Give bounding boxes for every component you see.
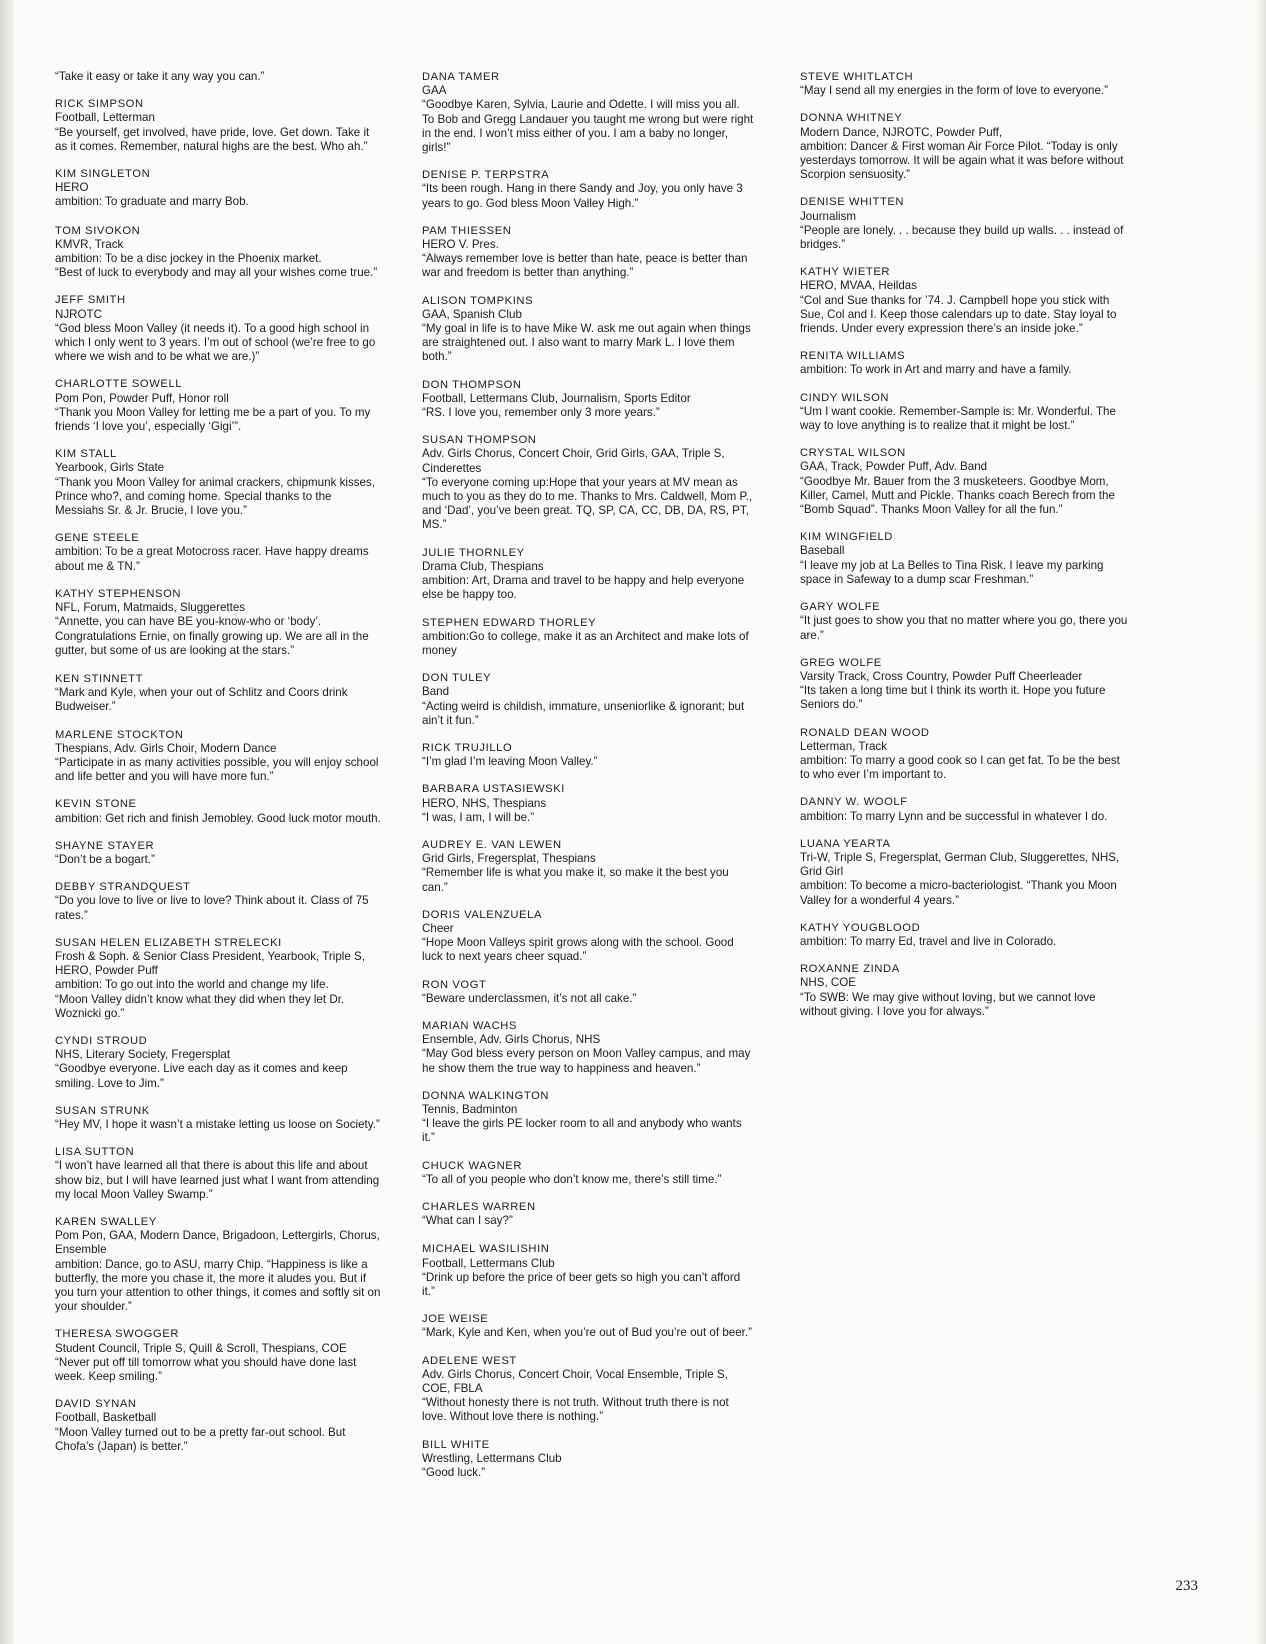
entry-text: HERO, MVAA, Heildas bbox=[800, 279, 918, 293]
senior-entry bbox=[422, 908, 754, 965]
entry-text: “My goal in life is to have Mike W. ask me out again when things are straightened out. I also want to marry Mark L. I love them both.” bbox=[422, 322, 751, 364]
senior-entry bbox=[422, 671, 754, 728]
entry-text: “May I send all my energies in the form of love to everyone.” bbox=[800, 84, 1109, 98]
entry-text: “People are lonely. . . because they build up walls. . . instead of bridges.” bbox=[800, 223, 1124, 252]
senior-name: KATHY WIETER bbox=[800, 266, 891, 279]
senior-entry bbox=[55, 167, 383, 210]
entry-text: “Without honesty there is not truth. Without truth there is not love. Without love there is nothing.” bbox=[422, 1396, 729, 1424]
senior-entry bbox=[800, 530, 1130, 587]
senior-entry bbox=[422, 978, 754, 1006]
entry-text: GAA, Spanish Club bbox=[422, 307, 522, 321]
senior-entry bbox=[55, 531, 383, 574]
entry-text: Football, Lettermans Club bbox=[422, 1256, 555, 1270]
page-right-edge bbox=[1256, 0, 1266, 1644]
senior-name: JULIE THORNLEY bbox=[422, 546, 525, 559]
entry-text: “Its been rough. Hang in there Sandy and Joy, you only have 3 years to go. God bless Moon Valley High.” bbox=[422, 182, 743, 210]
senior-name: DAVID SYNAN bbox=[55, 1398, 137, 1411]
senior-name: RON VOGT bbox=[422, 978, 487, 991]
senior-name: ROXANNE ZINDA bbox=[800, 963, 900, 976]
entry-text: HERO bbox=[55, 181, 89, 195]
senior-entry bbox=[800, 962, 1130, 1019]
senior-name: KEN STINNETT bbox=[55, 672, 144, 685]
senior-entry bbox=[800, 265, 1130, 336]
entry-text: Band bbox=[422, 685, 450, 699]
senior-name: STEVE WHITLATCH bbox=[800, 71, 914, 83]
entry-text: “Thank you Moon Valley for animal crackers, chipmunk kisses, Prince who?, and coming home. Special thanks to the Messiahs Sr. & Jr. Brucie, I love you.” bbox=[55, 475, 376, 518]
senior-entry bbox=[55, 797, 383, 825]
senior-entry bbox=[422, 782, 754, 825]
entry-text: “To everyone coming up:Hope that your years at MV mean as much to you as they do to me. Thanks to Mrs. Caldwell, Mom P., and ‘Dad’, you’ve been great. TQ, SP, CA, CC, DB, DA, RS, PT, MS.” bbox=[422, 475, 753, 532]
senior-name: SHAYNE STAYER bbox=[55, 839, 155, 852]
entry-text: ambition: To become a micro-bacteriologist. “Thank you Moon Valley for a wonderful 4 years.” bbox=[800, 879, 1117, 907]
column-3 bbox=[800, 70, 1130, 1032]
entry-text: “Mark and Kyle, when your out of Schlitz and Coors drink Budweiser.” bbox=[55, 686, 348, 714]
entry-text: GAA bbox=[422, 84, 447, 98]
entry-text: Football, Basketball bbox=[55, 1411, 157, 1425]
entry-text: “Participate in as many activities possible, you will enjoy school and life better and you will have more fun.” bbox=[55, 755, 379, 784]
senior-entry bbox=[800, 600, 1130, 643]
senior-entry bbox=[800, 795, 1130, 823]
senior-name: DENISE WHITTEN bbox=[800, 196, 905, 209]
entry-text: “I won’t have learned all that there is about this life and about show biz, but I will have learned just what I want from attending my local Moon Valley Swamp.” bbox=[55, 1159, 380, 1201]
entry-text: Adv. Girls Chorus, Concert Choir, Grid Girls, GAA, Triple S, Cinderettes bbox=[422, 447, 725, 475]
entry-text: “Acting weird is childish, immature, unseniorlike & ignorant; but ain’t it fun.” bbox=[422, 699, 745, 727]
senior-entry bbox=[800, 446, 1130, 517]
senior-name: SUSAN STRUNK bbox=[55, 1104, 150, 1117]
entry-text: Adv. Girls Chorus, Concert Choir, Vocal Ensemble, Triple S, COE, FBLA bbox=[422, 1367, 728, 1396]
entry-text: Football, Lettermans Club, Journalism, Sports Editor bbox=[422, 391, 691, 405]
senior-entry bbox=[55, 377, 383, 434]
senior-name: KAREN SWALLEY bbox=[55, 1216, 157, 1228]
senior-name: MICHAEL WASILISHIN bbox=[422, 1243, 550, 1256]
entry-text: “Col and Sue thanks for ’74. J. Campbell hope you stick with Sue, Col and I. Keep those calendars up to date. Stay loyal to friends. Under every expression there’s an inside joke.” bbox=[800, 293, 1117, 336]
entry-text: NHS, COE bbox=[800, 976, 857, 990]
senior-name: BILL WHITE bbox=[422, 1438, 490, 1451]
entry-text: “To all of you people who don’t know me, there’s still time.” bbox=[422, 1172, 722, 1186]
senior-name: THERESA SWOGGER bbox=[55, 1328, 179, 1341]
senior-name: CHARLES WARREN bbox=[422, 1201, 536, 1213]
entry-text: Tennis, Badminton bbox=[422, 1102, 518, 1116]
senior-entry bbox=[800, 349, 1130, 377]
senior-entry bbox=[422, 1200, 754, 1228]
senior-entry bbox=[800, 726, 1130, 783]
entry-text: Grid Girls, Fregersplat, Thespians bbox=[422, 852, 596, 866]
entry-text: “Goodbye everyone. Live each day as it comes and keep smiling. Love to Jim.” bbox=[55, 1062, 348, 1090]
entry-text: ambition: To marry a good cook so I can get fat. To be the best to who ever I’m important to. bbox=[800, 753, 1120, 782]
entry-text: ambition: To go out into the world and change my life. bbox=[55, 978, 329, 992]
senior-entry bbox=[422, 616, 754, 659]
entry-text: “Take it easy or take it any way you can.” bbox=[55, 70, 265, 83]
entry-text: “God bless Moon Valley (it needs it). To a good high school in which I only went to 3 years. I’m out of school (we’re free to go where we wish and to be what we are.)” bbox=[55, 321, 376, 364]
entry-text: ambition: Get rich and finish Jemobley. Good luck motor mouth. bbox=[55, 811, 381, 825]
senior-name: KEVIN STONE bbox=[55, 798, 137, 811]
senior-name: RENITA WILLIAMS bbox=[800, 350, 906, 363]
senior-name: STEPHEN EDWARD THORLEY bbox=[422, 616, 597, 629]
entry-text: “Always remember love is better than hate, peace is better than war and freedom is better than anything.” bbox=[422, 252, 748, 280]
entry-text: “Goodbye Mr. Bauer from the 3 musketeers. Goodbye Mom, Killer, Camel, Mutt and Pickle. Thanks coach Berech from the “Bomb Squad”. Thanks Moon Valley for all the fun.” bbox=[800, 474, 1115, 517]
entry-text: “RS. I love you, remember only 3 more years.” bbox=[422, 406, 660, 420]
entry-text: “I leave my job at La Belles to Tina Risk. I leave my parking space in Safeway to a dump scar Freshman.” bbox=[800, 558, 1104, 586]
entry-text: “Don’t be a bogart.” bbox=[55, 852, 155, 866]
senior-entry bbox=[422, 224, 754, 281]
senior-entry bbox=[800, 111, 1130, 182]
senior-name: CYNDI STROUD bbox=[55, 1034, 148, 1047]
entry-text: ambition: Dance, go to ASU, marry Chip. “Happiness is like a butterfly, the more you chase it, the more it aludes you. But if you turn your attention to other things, it comes and softly sit on your shoulder.” bbox=[55, 1257, 381, 1314]
senior-name: LUANA YEARTA bbox=[800, 837, 891, 850]
senior-name: DANA TAMER bbox=[422, 71, 500, 83]
entry-text: ambition: To marry Lynn and be successful in whatever I do. bbox=[800, 809, 1108, 823]
senior-entry bbox=[800, 195, 1130, 252]
senior-name: CHARLOTTE SOWELL bbox=[55, 378, 183, 391]
entry-text: “Annette, you can have BE you-know-who or ‘body’. Congratulations Ernie, on finally growing up. We are all in the gutter, but some of us are looking at the stars.” bbox=[55, 615, 369, 657]
senior-name: RONALD DEAN WOOD bbox=[800, 726, 930, 739]
entry-text: ambition: To graduate and marry Bob. bbox=[55, 195, 249, 209]
senior-name: MARLENE STOCKTON bbox=[55, 728, 184, 741]
senior-entry bbox=[422, 294, 754, 365]
entry-text: Frosh & Soph. & Senior Class President, Yearbook, Triple S, HERO, Powder Puff bbox=[55, 949, 365, 978]
senior-name: DORIS VALENZUELA bbox=[422, 908, 543, 921]
entry-text: “Hey MV, I hope it wasn’t a mistake letting us loose on Society.” bbox=[55, 1117, 380, 1131]
entry-text: Cheer bbox=[422, 921, 454, 935]
entry-text: Tri-W, Triple S, Fregersplat, German Club, Sluggerettes, NHS, Grid Girl bbox=[800, 850, 1120, 879]
entry-text: HERO V. Pres. bbox=[422, 238, 499, 252]
senior-name: DANNY W. WOOLF bbox=[800, 796, 908, 809]
entry-text: “Thank you Moon Valley for letting me be a part of you. To my friends ‘I love you’, especially ‘Gigi’”. bbox=[55, 405, 371, 434]
senior-name: DONNA WALKINGTON bbox=[422, 1089, 550, 1102]
entry-text: “Its taken a long time but I think its worth it. Hope you future Seniors do.” bbox=[800, 684, 1106, 712]
entry-text: KMVR, Track bbox=[55, 237, 124, 251]
entry-text: “Do you love to live or live to love? Think about it. Class of 75 rates.” bbox=[55, 894, 369, 922]
senior-entry bbox=[422, 1159, 754, 1187]
senior-name: PAM THIESSEN bbox=[422, 224, 512, 237]
page-number: 233 bbox=[1175, 1578, 1198, 1594]
entry-text: GAA, Track, Powder Puff, Adv. Band bbox=[800, 460, 988, 474]
senior-name: ADELENE WEST bbox=[422, 1354, 517, 1367]
senior-name: GREG WOLFE bbox=[800, 656, 882, 669]
senior-entry bbox=[55, 293, 383, 364]
senior-name: DON TULEY bbox=[422, 672, 492, 685]
senior-name: JOE WEISE bbox=[422, 1313, 489, 1326]
entry-text: NJROTC bbox=[55, 307, 103, 321]
senior-name: ALISON TOMPKINS bbox=[422, 294, 534, 307]
senior-entry bbox=[422, 168, 754, 211]
senior-name: DENISE P. TERPSTRA bbox=[422, 169, 550, 182]
senior-entry bbox=[55, 224, 383, 281]
senior-name: GENE STEELE bbox=[55, 532, 140, 545]
column-2 bbox=[422, 70, 754, 1493]
entry-text: HERO, NHS, Thespians bbox=[422, 796, 547, 810]
senior-entry bbox=[422, 1019, 754, 1076]
entry-text: Yearbook, Girls State bbox=[55, 461, 165, 475]
senior-entry bbox=[800, 391, 1130, 434]
entry-text: Football, Letterman bbox=[55, 111, 155, 125]
senior-entry bbox=[800, 70, 1130, 98]
senior-name: DONNA WHITNEY bbox=[800, 112, 903, 125]
senior-name: JEFF SMITH bbox=[55, 294, 126, 307]
senior-name: KIM STALL bbox=[55, 448, 117, 461]
entry-text: Letterman, Track bbox=[800, 739, 887, 753]
entry-text: Baseball bbox=[800, 544, 845, 558]
senior-entry bbox=[422, 1089, 754, 1146]
entry-text: ambition: Art, Drama and travel to be happy and help everyone else be happy too. bbox=[422, 574, 745, 602]
entry-text: “May God bless every person on Moon Valley campus, and may he show them the true way to happiness and heaven.” bbox=[422, 1047, 751, 1075]
senior-name: CRYSTAL WILSON bbox=[800, 447, 906, 460]
entry-text: ambition: To be a disc jockey in the Phoenix market. bbox=[55, 252, 322, 266]
entry-text: Pom Pon, Powder Puff, Honor roll bbox=[55, 391, 229, 405]
senior-entry bbox=[55, 1327, 383, 1384]
page-binding-shadow bbox=[0, 0, 14, 1644]
senior-entry bbox=[55, 1397, 383, 1454]
senior-name: LISA SUTTON bbox=[55, 1146, 135, 1159]
entry-text: NFL, Forum, Matmaids, Sluggerettes bbox=[55, 601, 246, 615]
senior-name: SUSAN HELEN ELIZABETH STRELECKI bbox=[55, 936, 282, 949]
entry-text: “I leave the girls PE locker room to all and anybody who wants it.” bbox=[422, 1117, 742, 1145]
senior-entry bbox=[55, 880, 383, 923]
senior-name: SUSAN THOMPSON bbox=[422, 434, 537, 447]
entry-text: ambition: To be a great Motocross racer. Have happy dreams about me & TN.” bbox=[55, 545, 369, 573]
senior-entry bbox=[55, 839, 383, 867]
entry-text: “Remember life is what you make it, so make it the best you can.” bbox=[422, 866, 729, 894]
senior-name: AUDREY E. VAN LEWEN bbox=[422, 838, 562, 851]
senior-entry bbox=[422, 1438, 754, 1481]
senior-entry bbox=[55, 728, 383, 785]
entry-text: “Be yourself, get involved, have pride, love. Get down. Take it as it comes. Remember, natural highs are the best. Who ah.” bbox=[55, 125, 370, 153]
senior-name: RICK TRUJILLO bbox=[422, 741, 513, 754]
senior-name: RICK SIMPSON bbox=[55, 98, 144, 111]
entry-text: Pom Pon, GAA, Modern Dance, Brigadoon, Lettergirls, Chorus, Ensemble bbox=[55, 1229, 380, 1257]
senior-entry bbox=[55, 70, 383, 84]
entry-text: “Good luck.” bbox=[422, 1466, 486, 1480]
senior-entry bbox=[55, 936, 383, 1021]
entry-text: Ensemble, Adv. Girls Chorus, NHS bbox=[422, 1033, 601, 1047]
senior-entry bbox=[422, 838, 754, 895]
entry-text: Drama Club, Thespians bbox=[422, 559, 544, 573]
senior-entry bbox=[55, 1034, 383, 1091]
senior-name: DON THOMPSON bbox=[422, 378, 522, 391]
senior-name: GARY WOLFE bbox=[800, 601, 881, 614]
entry-text: “It just goes to show you that no matter where you go, there you are.” bbox=[800, 614, 1128, 642]
entry-text: “Moon Valley turned out to be a pretty far-out school. But Chofa’s (Japan) is better.” bbox=[55, 1425, 346, 1453]
senior-name: CHUCK WAGNER bbox=[422, 1159, 523, 1172]
senior-entry bbox=[55, 1104, 383, 1132]
entry-text: NHS, Literary Society, Fregersplat bbox=[55, 1048, 231, 1062]
senior-entry bbox=[55, 1145, 383, 1202]
entry-text: “I’m glad I’m leaving Moon Valley.” bbox=[422, 755, 598, 769]
senior-entry bbox=[55, 1215, 383, 1314]
senior-entry bbox=[422, 70, 754, 155]
entry-text: Modern Dance, NJROTC, Powder Puff, bbox=[800, 125, 1003, 139]
entry-text: ambition: Dancer & First woman Air Force Pilot. “Today is only yesterdays tomorrow. It will be again what it was before without Scorpion sensuosity.” bbox=[800, 139, 1124, 182]
entry-text: Journalism bbox=[800, 209, 857, 223]
senior-entry bbox=[800, 837, 1130, 908]
senior-entry bbox=[422, 546, 754, 603]
senior-name: KIM WINGFIELD bbox=[800, 531, 893, 544]
entry-text: “Beware underclassmen, it’s not all cake.” bbox=[422, 991, 637, 1005]
entry-text: “Um I want cookie. Remember-Sample is: Mr. Wonderful. The way to love anything is to realize that it might be lost.” bbox=[800, 404, 1116, 433]
senior-entry bbox=[422, 378, 754, 421]
senior-entry bbox=[55, 587, 383, 658]
entry-text: “I was, I am, I will be.” bbox=[422, 810, 535, 824]
entry-text: “Mark, Kyle and Ken, when you’re out of Bud you’re out of beer.” bbox=[422, 1326, 752, 1340]
entry-text: “Hope Moon Valleys spirit grows along with the school. Good luck to next years cheer squad.” bbox=[422, 936, 734, 964]
senior-name: KATHY YOUGBLOOD bbox=[800, 921, 921, 934]
entry-text: ambition:Go to college, make it as an Architect and make lots of money bbox=[422, 629, 749, 657]
entry-text: “Best of luck to everybody and may all your wishes come true.” bbox=[55, 266, 378, 280]
senior-entry bbox=[800, 921, 1130, 949]
entry-text: ambition: To marry Ed, travel and live in Colorado. bbox=[800, 934, 1057, 948]
senior-name: TOM SIVOKON bbox=[55, 224, 141, 237]
senior-entry bbox=[422, 741, 754, 769]
entry-text: Thespians, Adv. Girls Choir, Modern Dance bbox=[55, 741, 277, 755]
column-1 bbox=[55, 70, 383, 1467]
senior-entry bbox=[800, 656, 1130, 713]
entry-text: “Moon Valley didn’t know what they did when they let Dr. Woznicki go.” bbox=[55, 992, 345, 1020]
senior-name: KIM SINGLETON bbox=[55, 168, 151, 181]
entry-text: “Never put off till tomorrow what you should have done last week. Keep smiling.” bbox=[55, 1355, 357, 1384]
entry-text: “To SWB: We may give without loving, but we cannot love without giving. I love you for always.” bbox=[800, 990, 1096, 1018]
senior-name: DEBBY STRANDQUEST bbox=[55, 881, 191, 894]
entry-text: “Goodbye Karen, Sylvia, Laurie and Odette. I will miss you all. To Bob and Gregg Landauer you taught me wrong but were right in the end. I won’t miss either of you. I am a baby no longer, girls!” bbox=[422, 98, 754, 155]
entry-text: Student Council, Triple S, Quill & Scroll, Thespians, COE bbox=[55, 1341, 347, 1355]
senior-entry bbox=[422, 1354, 754, 1425]
senior-entry bbox=[55, 447, 383, 518]
entry-text: Varsity Track, Cross Country, Powder Puff Cheerleader bbox=[800, 669, 1083, 683]
senior-name: BARBARA USTASIEWSKI bbox=[422, 783, 565, 796]
senior-entry bbox=[55, 97, 383, 154]
senior-entry bbox=[422, 433, 754, 532]
entry-text: ambition: To work in Art and marry and have a family. bbox=[800, 363, 1072, 377]
senior-entry bbox=[422, 1242, 754, 1299]
senior-entry bbox=[55, 672, 383, 715]
senior-name: KATHY STEPHENSON bbox=[55, 587, 182, 600]
senior-name: MARIAN WACHS bbox=[422, 1019, 518, 1032]
senior-name: CINDY WILSON bbox=[800, 391, 890, 404]
entry-text: Wrestling, Lettermans Club bbox=[422, 1451, 562, 1465]
entry-text: “What can I say?” bbox=[422, 1214, 513, 1228]
senior-entry bbox=[422, 1312, 754, 1340]
entry-text: “Drink up before the price of beer gets so high you can’t afford it.” bbox=[422, 1270, 741, 1299]
